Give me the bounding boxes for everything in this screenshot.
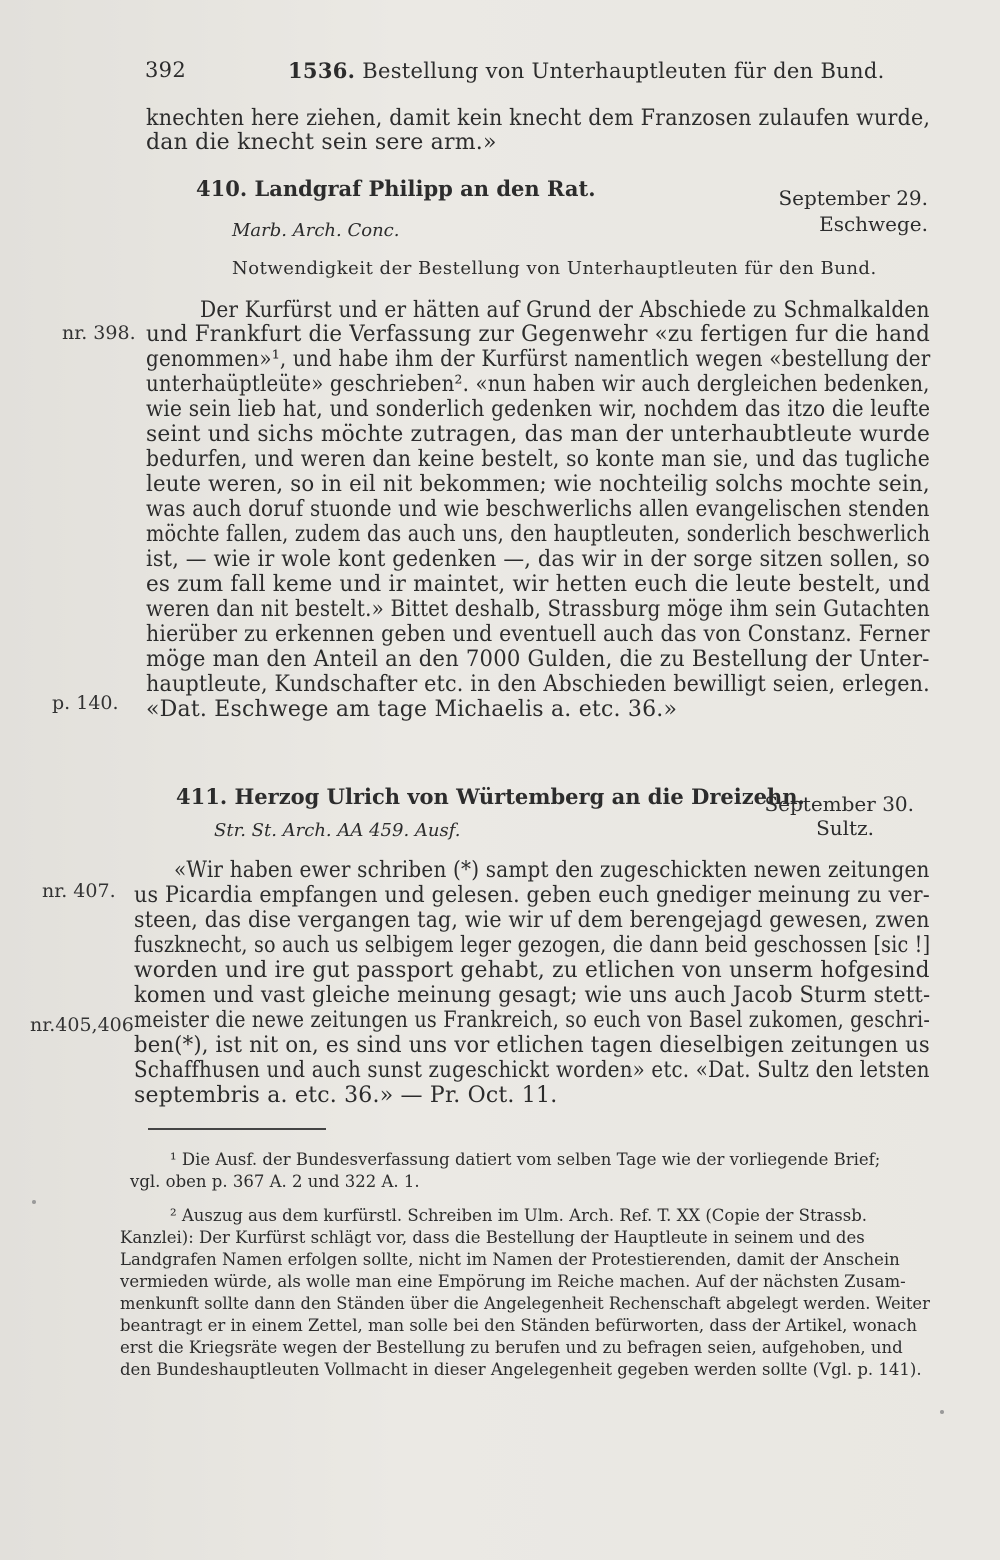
doc411-date: September 30. [764,792,914,816]
doc410-line: ist, — wie ir wole kont gedenken —, das wir in der sorge sitzen sollen, so [146,547,930,572]
intro-line: dan die knecht sein sere arm.» [146,130,497,155]
doc411-line: meister die newe zeitungen us Frankreich, so euch von Basel zukomen, geschri- [134,1008,931,1033]
intro-line: knechten here ziehen, damit kein knecht dem Franzosen zulaufen wurde, [146,106,931,131]
margin-note: nr. 407. [42,880,116,902]
footnote-line: menkunft sollte dann den Ständen über die Angelegenheit Rechenschaft abgelegt werden. Weiter [120,1294,930,1313]
doc411-place: Sultz. [816,816,874,840]
scan-speck [32,1200,36,1204]
doc410-date: September 29. [778,186,928,210]
footnote-line: beantragt er in einem Zettel, man solle bei den Ständen befürworten, dass der Artikel, wonach [120,1316,918,1335]
doc410-line: es zum fall keme und ir maintet, wir hetten euch die leute bestelt, und [146,572,931,597]
doc410-source: Marb. Arch. Conc. [232,220,400,241]
running-title-year: 1536. [288,58,356,83]
footnote-line: Landgrafen Namen erfolgen sollte, nicht im Namen der Protestierenden, damit der Anschein [120,1250,900,1269]
doc410-title: 410. Landgraf Philipp an den Rat. [196,176,596,201]
doc410-line: hierüber zu erkennen geben und eventuell auch das von Constanz. Ferner [146,622,930,647]
doc410-summary: Notwendigkeit der Bestellung von Unterhauptleuten für den Bund. [232,258,877,279]
doc410-line: Der Kurfürst und er hätten auf Grund der Abschiede zu Schmalkalden [200,298,930,323]
running-title-text: Bestellung von Unterhauptleuten für den Bund. [355,59,885,83]
doc410-line: genommen»¹, und habe ihm der Kurfürst namentlich wegen «bestellung der [146,347,931,372]
doc411-line: us Picardia empfangen und gelesen. geben euch gnediger meinung zu ver- [134,883,930,908]
doc411-line: worden und ire gut passport gehabt, zu etlichen von unserm hofgesind [134,958,930,983]
doc411-source: Str. St. Arch. AA 459. Ausf. [214,820,461,841]
doc410-line: leute weren, so in eil nit bekommen; wie nochteilig solchs mochte sein, [146,472,930,497]
doc410-line: weren dan nit bestelt.» Bittet deshalb, Strassburg möge ihm sein Gutachten [146,597,930,622]
doc410-line: möchte fallen, zudem das auch uns, den hauptleuten, sonderlich beschwerlich [146,522,931,547]
margin-note: nr.405,406 [30,1014,134,1036]
doc410-line: was auch doruf stuonde und wie beschwerlichs allen evangelischen stenden [146,497,930,522]
scan-speck [940,1410,944,1414]
footnote-line: ² Auszug aus dem kurfürstl. Schreiben im Ulm. Arch. Ref. T. XX (Copie der Strassb. [170,1206,868,1225]
doc410-line: «Dat. Eschwege am tage Michaelis a. etc. 36.» [146,697,678,722]
doc410-line: bedurfen, und weren dan keine bestelt, so konte man sie, und das tugliche [146,447,930,472]
margin-note: nr. 398. [62,322,136,344]
doc410-line: und Frankfurt die Verfassung zur Gegenwehr «zu fertigen fur die hand [146,322,931,347]
page-number: 392 [145,58,186,82]
doc411-line: steen, das dise vergangen tag, wie wir uf dem berengejagd gewesen, zwen [134,908,930,933]
doc410-line: möge man den Anteil an den 7000 Gulden, die zu Bestellung der Unter- [146,647,930,672]
doc411-line: ben(*), ist nit on, es sind uns vor etlichen tagen dieselbigen zeitungen us [134,1033,930,1058]
margin-note: p. 140. [52,692,119,714]
doc411-line: septembris a. etc. 36.» — Pr. Oct. 11. [134,1083,558,1108]
doc410-line: unterhaüptleüte» geschrieben². «nun haben wir auch dergleichen bedenken, [146,372,930,397]
footnote-line: ¹ Die Ausf. der Bundesverfassung datiert vom selben Tage wie der vorliegende Brief; [170,1150,881,1169]
doc411-line: komen und vast gleiche meinung gesagt; wie uns auch Jacob Sturm stett- [134,983,931,1008]
doc410-line: seint und sichs möchte zutragen, das man der unterhaubtleute wurde [146,422,931,447]
footnote-line: den Bundeshauptleuten Vollmacht in dieser Angelegenheit gegeben werden sollte (Vgl. p. 141). [120,1360,922,1379]
doc411-title: 411. Herzog Ulrich von Würtemberg an die Dreizehn. [176,784,805,809]
footnote-line: erst die Kriegsräte wegen der Bestellung zu berufen und zu befragen seien, aufgehoben, und [120,1338,903,1357]
doc411-line: fuszknecht, so auch us selbigem leger gezogen, die dann beid geschossen [sic !] [134,933,931,958]
footnote-line: Kanzlei): Der Kurfürst schlägt vor, dass die Bestellung der Hauptleute in seinem und des [120,1228,865,1247]
footnote-line: vgl. oben p. 367 A. 2 und 322 A. 1. [130,1172,420,1191]
doc411-line: Schaffhusen und auch sunst zugeschickt worden» etc. «Dat. Sultz den letsten [134,1058,930,1083]
running-title [288,58,885,83]
doc411-line: «Wir haben ewer schriben (*) sampt den zugeschickten newen zeitungen [174,858,930,883]
doc410-line: wie sein lieb hat, und sonderlich gedenken wir, nochdem das itzo die leufte [146,397,931,422]
doc410-line: hauptleute, Kundschafter etc. in den Abschieden bewilligt seien, erlegen. [146,672,930,697]
footnote-rule [148,1128,326,1130]
doc410-place: Eschwege. [819,212,928,236]
footnote-line: vermieden würde, als wolle man eine Empörung im Reiche machen. Auf der nächsten Zusam- [120,1272,906,1291]
